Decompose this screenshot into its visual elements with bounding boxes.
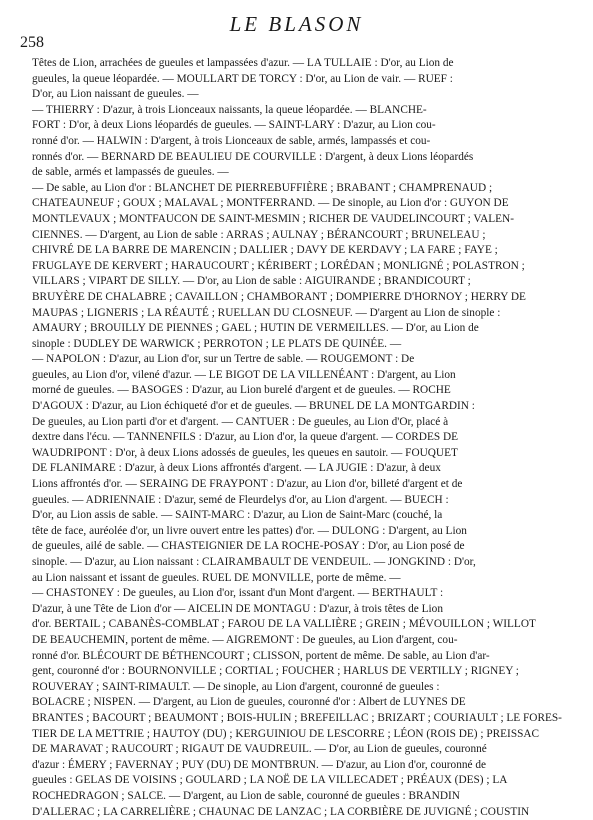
text-line: — CHASTONEY : De gueules, au Lion d'or, issant d'un Mont d'argent. — BERTHAULT : (32, 586, 564, 602)
text-line: D'or, au Lion naissant de gueules. — (32, 87, 564, 103)
text-line: dextre dans l'écu. — TANNENFILS : D'azur, au Lion d'or, la queue d'argent. — CORDES DE (32, 430, 564, 446)
text-line: AMAURY ; BROUILLY DE PIENNES ; GAEL ; HUTIN DE VERMEILLES. — D'or, au Lion de (32, 321, 564, 337)
text-line: Lions affrontés d'or. — SERAING DE FRAYPONT : D'azur, au Lion d'or, billeté d'argent et de (32, 477, 564, 493)
text-line: Têtes de Lion, arrachées de gueules et lampassées d'azur. — LA TULLAIE : D'or, au Lion de (32, 56, 564, 72)
text-line: d'or. BERTAIL ; CABANÈS-COMBLAT ; FAROU DE LA VALLIÈRE ; GREIN ; MÉVOUILLON ; WILLOT (32, 617, 564, 633)
text-line: gueules, au Lion d'or, vilené d'azur. — LE BIGOT DE LA VILLENÉANT : D'argent, au Lion (32, 368, 564, 384)
text-line: gent, couronné d'or : BOURNONVILLE ; CORTIAL ; FOUCHER ; HARLUS DE VERTILLY ; RIGNEY ; (32, 664, 564, 680)
text-line: DE BEAUCHEMIN, portent de même. — AIGREMONT : De gueules, au Lion d'argent, cou- (32, 633, 564, 649)
text-line: gueules, la queue léopardée. — MOULLART DE TORCY : D'or, au Lion de vair. — RUEF : (32, 72, 564, 88)
text-line: — THIERRY : D'azur, à trois Lionceaux naissants, la queue léopardée. — BLANCHE- (32, 103, 564, 119)
text-line: morné de gueules. — BASOGES : D'azur, au Lion burelé d'argent et de gueules. — ROCHE (32, 383, 564, 399)
text-line: — NAPOLON : D'azur, au Lion d'or, sur un Tertre de sable. — ROUGEMONT : De (32, 352, 564, 368)
text-line: sinople. — D'azur, au Lion naissant : CLAIRAMBAULT DE VENDEUIL. — JONGKIND : D'or, (32, 555, 564, 571)
running-title: LE BLASON (0, 12, 593, 37)
text-line: tête de face, auréolée d'or, un livre ouvert entre les pattes) d'or. — DULONG : D'argent, au Lion (32, 524, 564, 540)
text-line: sinople : DUDLEY DE WARWICK ; PERROTON ; LE PLATS DE QUINÉE. — (32, 337, 564, 353)
text-line: ronnés d'or. — BERNARD DE BEAULIEU DE COURVILLE : D'argent, à deux Lions léopardés (32, 150, 564, 166)
text-line: — De sable, au Lion d'or : BLANCHET DE PIERREBUFFIÈRE ; BRABANT ; CHAMPRENAUD ; (32, 181, 564, 197)
text-line: ROUVERAY ; SAINT-RIMAULT. — De sinople, au Lion d'argent, couronné de gueules : (32, 680, 564, 696)
text-line: gueules : GELAS DE VOISINS ; GOULARD ; LA NOË DE LA VILLECADET ; PRÉAUX (DES) ; LA (32, 773, 564, 789)
text-line: CHATEAUNEUF ; GOUX ; MALAVAL ; MONTFERRAND. — De sinople, au Lion d'or : GUYON DE (32, 196, 564, 212)
text-line: CIENNES. — D'argent, au Lion de sable : ARRAS ; AULNAY ; BÉRANCOURT ; BRUNELEAU ; (32, 228, 564, 244)
text-line: MONTLEVAUX ; MONTFAUCON DE SAINT-MESMIN ; RICHER DE VAUDELINCOURT ; VALEN- (32, 212, 564, 228)
text-line: D'AGOUX : D'azur, au Lion échiqueté d'or et de gueules. — BRUNEL DE LA MONTGARDIN : (32, 399, 564, 415)
text-line: TIER DE LA METTRIE ; HAUTOY (DU) ; KERGUINIOU DE LESCORRE ; LÉON (ROIS DE) ; PREISSAC (32, 727, 564, 743)
text-line: D'ALLERAC ; LA CARRELIÈRE ; CHAUNAC DE LANZAC ; LA CORBIÈRE DE JUVIGNÉ ; COUSTIN (32, 805, 564, 820)
text-line: De gueules, au Lion parti d'or et d'argent. — CANTUER : De gueules, au Lion d'Or, placé à (32, 415, 564, 431)
text-line: D'or, au Lion assis de sable. — SAINT-MARC : D'azur, au Lion de Saint-Marc (couché, la (32, 508, 564, 524)
text-line: D'azur, à une Tête de Lion d'or — AICELIN DE MONTAGU : D'azur, à trois têtes de Lion (32, 602, 564, 618)
text-line: CHIVRÉ DE LA BARRE DE MARENCIN ; DALLIER ; DAVY DE KERDAVY ; LA FARE ; FAYE ; (32, 243, 564, 259)
text-line: MAUPAS ; LIGNERIS ; LA RÉAUTÉ ; RUELLAN DU CLOSNEUF. — D'argent au Lion de sinople : (32, 306, 564, 322)
text-line: ronné d'or. BLÉCOURT DE BÉTHENCOURT ; CLISSON, portent de même. De sable, au Lion d'ar- (32, 649, 564, 665)
text-line: DE MARAVAT ; RAUCOURT ; RIGAUT DE VAUDREUIL. — D'or, au Lion de gueules, couronné (32, 742, 564, 758)
text-line: FORT : D'or, à deux Lions léopardés de gueules. — SAINT-LARY : D'azur, au Lion cou- (32, 118, 564, 134)
text-line: BRANTES ; BACOURT ; BEAUMONT ; BOIS-HULIN ; BREFEILLAC ; BRIZART ; COURIAULT ; LE FORES- (32, 711, 564, 727)
text-line: de sable, armés et lampassés de gueules. — (32, 165, 564, 181)
text-line: gueules. — ADRIENNAIE : D'azur, semé de Fleurdelys d'or, au Lion d'argent. — BUECH : (32, 493, 564, 509)
text-line: WAUDRIPONT : D'or, à deux Lions adossés de gueules, les queues en sautoir. — FOUQUET (32, 446, 564, 462)
text-line: d'azur : ÉMERY ; FAVERNAY ; PUY (DU) DE MONTBRUN. — D'azur, au Lion d'or, couronné de (32, 758, 564, 774)
text-line: de gueules, ailé de sable. — CHASTEIGNIER DE LA ROCHE-POSAY : D'or, au Lion posé de (32, 539, 564, 555)
armorial-text (32, 56, 564, 820)
page-header (0, 10, 593, 40)
text-line: DE FLANIMARE : D'azur, à deux Lions affrontés d'argent. — LA JUGIE : D'azur, à deux (32, 461, 564, 477)
page-number: 258 (20, 34, 44, 52)
text-line: FRUGLAYE DE KERVERT ; HARAUCOURT ; KÉRIBERT ; LORÉDAN ; MONLIGNÉ ; POLASTRON ; (32, 259, 564, 275)
text-line: BOLACRE ; NISPEN. — D'argent, au Lion de gueules, couronné d'or : Albert de LUYNES DE (32, 695, 564, 711)
text-line: BRUYÈRE DE CHALABRE ; CAVAILLON ; CHAMBORANT ; DOMPIERRE D'HORNOY ; HERRY DE (32, 290, 564, 306)
text-line: VILLARS ; VIPART DE SILLY. — D'or, au Lion de sable : AIGUIRANDE ; BRANDICOURT ; (32, 274, 564, 290)
text-line: ROCHEDRAGON ; SALCE. — D'argent, au Lion de sable, couronné de gueules : BRANDIN (32, 789, 564, 805)
text-line: ronné d'or. — HALWIN : D'argent, à trois Lionceaux de sable, armés, lampassés et cou- (32, 134, 564, 150)
text-line: au Lion naissant et issant de gueules. RUEL DE MONVILLE, porte de même. — (32, 571, 564, 587)
